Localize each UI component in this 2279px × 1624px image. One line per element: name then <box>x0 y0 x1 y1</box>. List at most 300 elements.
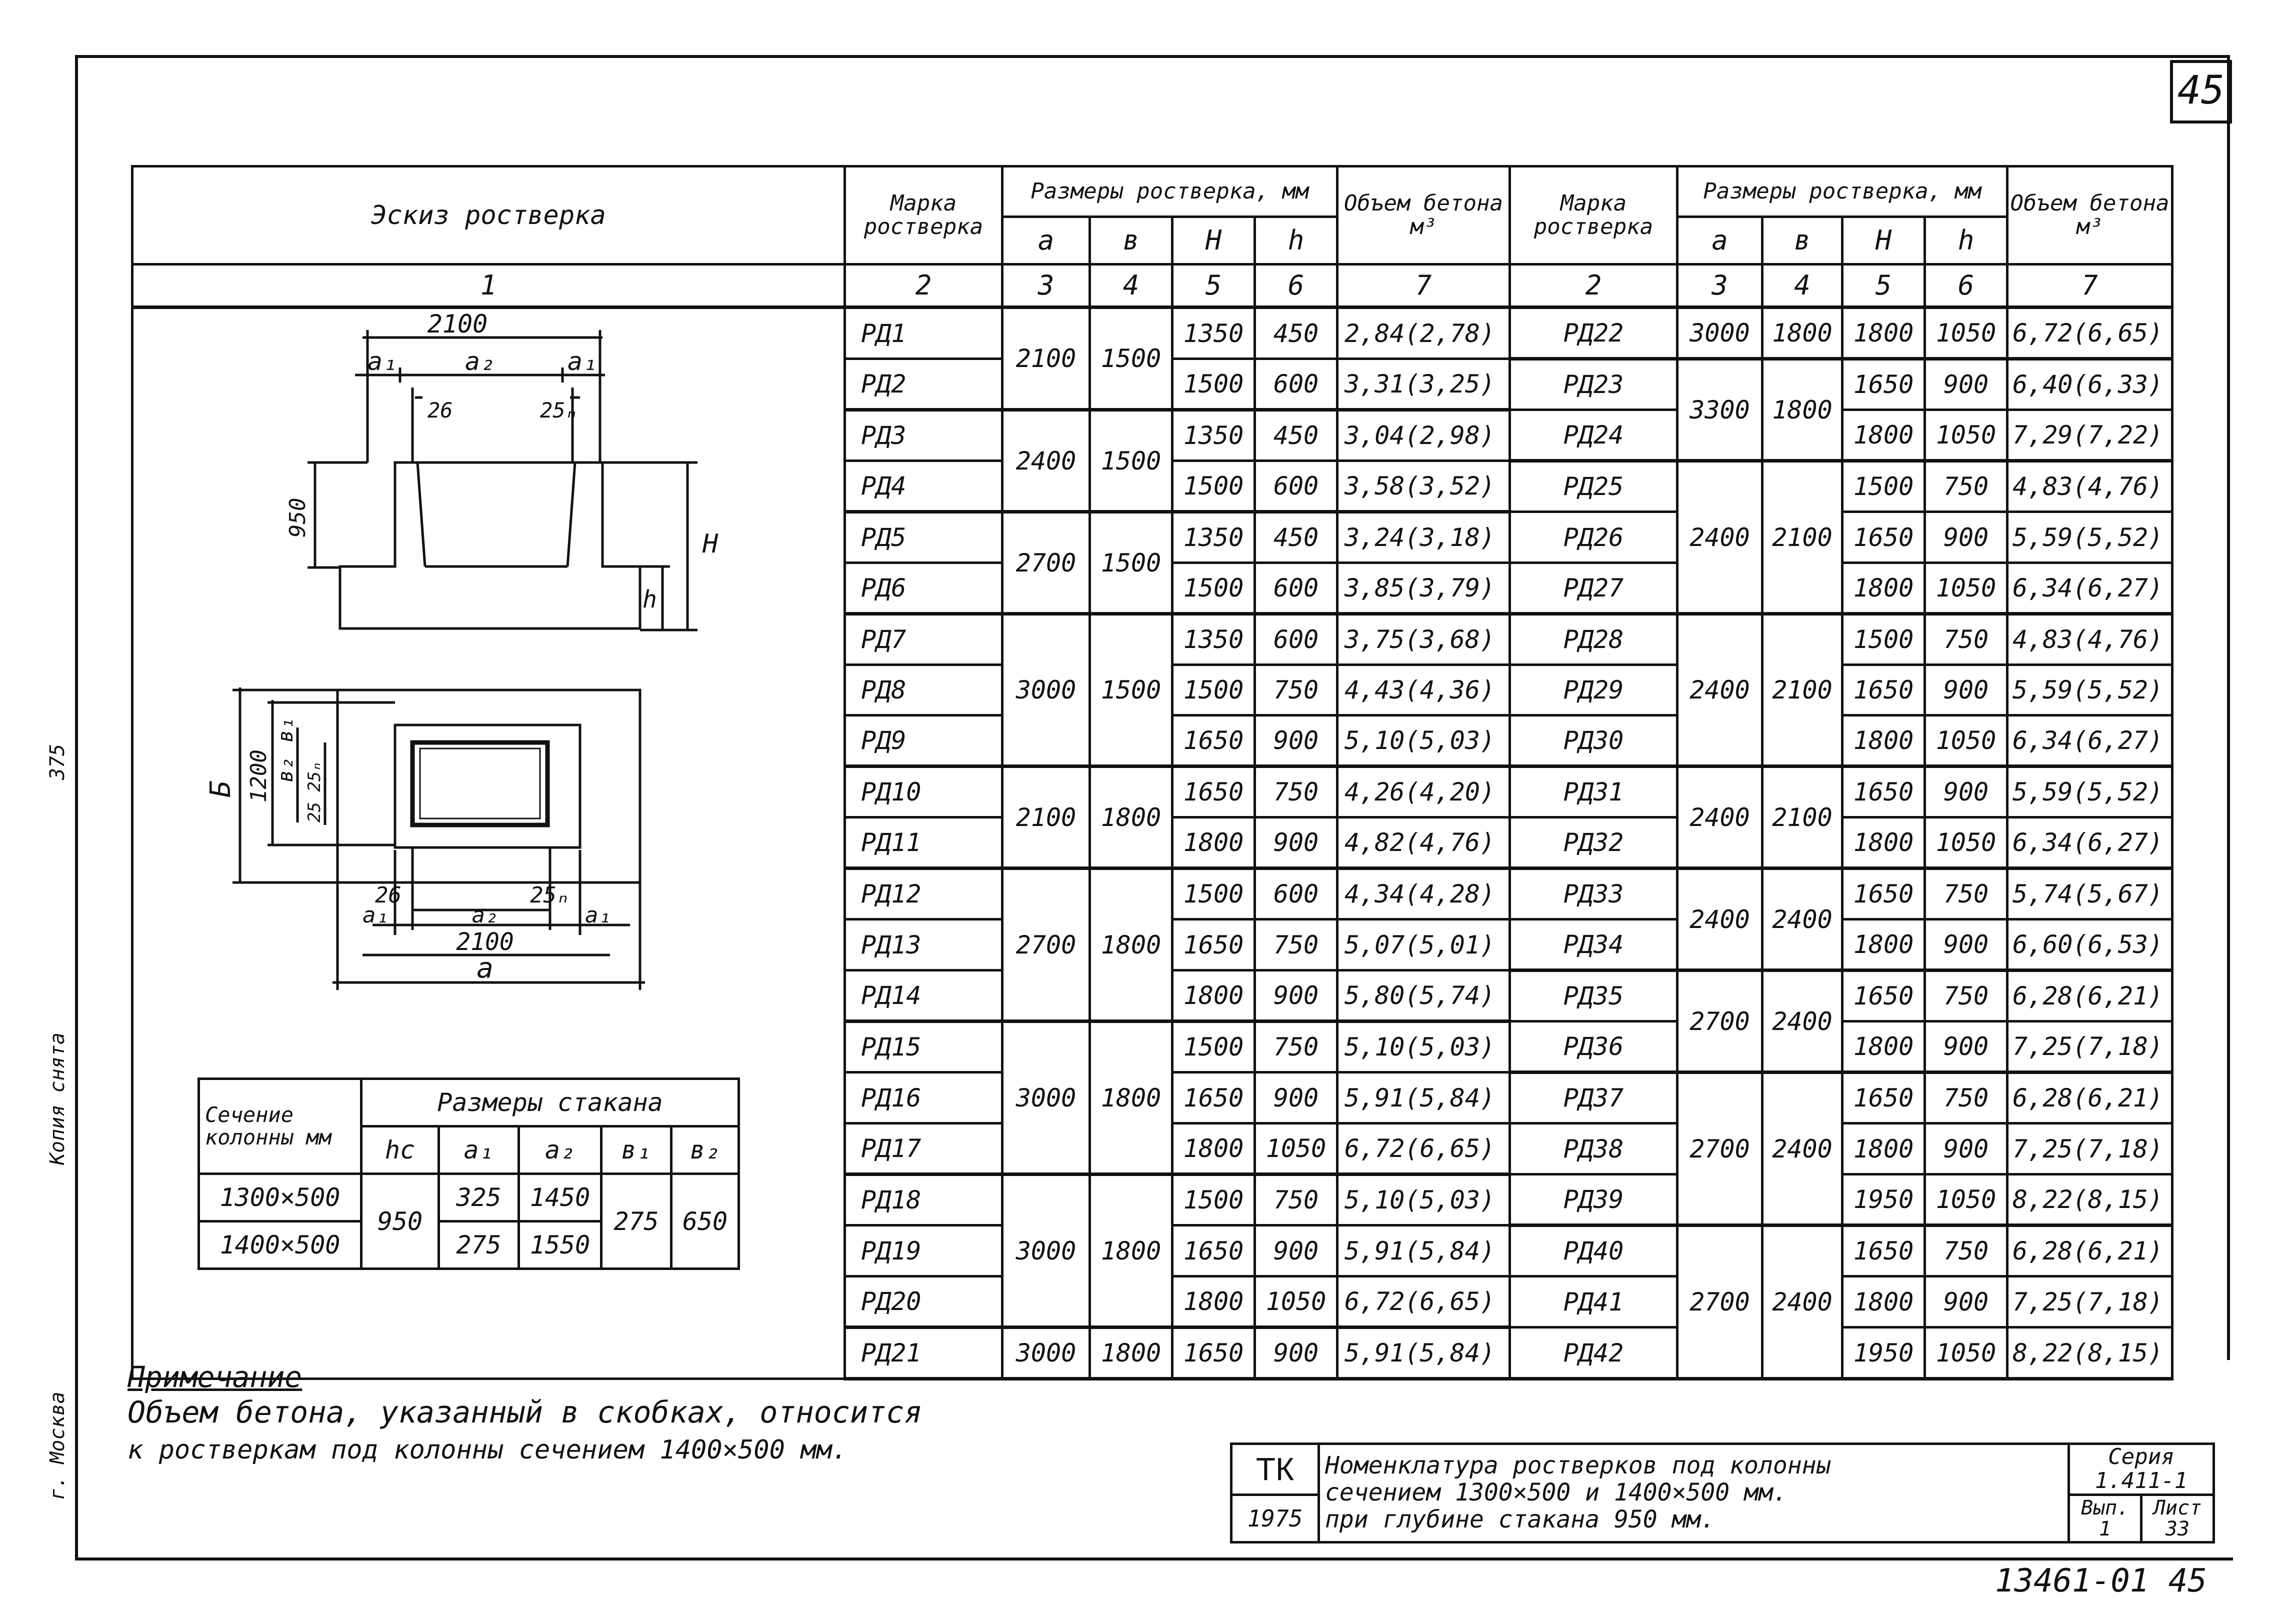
left-mark: РД7 <box>845 614 1002 665</box>
glass-row-2-a2: 1550 <box>519 1222 602 1269</box>
right-b: 1800 <box>1762 359 1842 461</box>
left-a: 3000 <box>1002 1174 1090 1328</box>
issue-cell <box>2069 1494 2142 1542</box>
dims2-header: Размеры ростверка, мм <box>1678 166 2008 217</box>
right-b: 2400 <box>1762 1226 1842 1379</box>
right-volume: 7,25(7,18) <box>2008 1276 2172 1328</box>
right-volume: 6,72(6,65) <box>2008 308 2172 359</box>
sheet-value: 33 <box>2165 1517 2190 1540</box>
right-mark: РД23 <box>1510 359 1678 410</box>
label-26: 26 <box>428 398 453 422</box>
left-mark: РД1 <box>845 308 1002 359</box>
left-b: 1800 <box>1090 766 1172 868</box>
left-h: 750 <box>1255 1022 1338 1072</box>
label-plan-2100: 2100 <box>456 928 514 956</box>
left-volume: 3,24(3,18) <box>1338 512 1510 563</box>
right-volume: 6,34(6,27) <box>2008 818 2172 868</box>
left-mark: РД10 <box>845 766 1002 818</box>
label-h: h <box>642 586 657 614</box>
label-25-25: 25 25ₙ <box>304 761 324 822</box>
volume-header: Объем бетона м³ <box>1338 166 1510 264</box>
side-mark-copy: Копия снята <box>46 1032 69 1165</box>
right-volume: 4,83(4,76) <box>2008 461 2172 512</box>
left-volume: 6,72(6,65) <box>1338 1276 1510 1328</box>
left-H: 1650 <box>1172 920 1255 970</box>
label-plan-26: 26 <box>375 882 402 908</box>
left-volume: 6,72(6,65) <box>1338 1124 1510 1174</box>
left-volume: 2,84(2,78) <box>1338 308 1510 359</box>
right-H: 1800 <box>1842 920 1925 970</box>
sub-a: a <box>1002 217 1090 264</box>
right-b: 2400 <box>1762 970 1842 1072</box>
label-1200: 1200 <box>246 750 272 802</box>
left-b: 1800 <box>1090 868 1172 1022</box>
left-h: 450 <box>1255 410 1338 461</box>
right-h: 750 <box>1925 614 2008 665</box>
series-label: Серия <box>2108 1444 2174 1470</box>
left-H: 1650 <box>1172 766 1255 818</box>
label-plan-a: a <box>476 952 494 984</box>
right-b: 2400 <box>1762 868 1842 970</box>
sub-b: в <box>1090 217 1172 264</box>
mark-header: Марка ростверка <box>845 166 1002 264</box>
left-h: 750 <box>1255 766 1338 818</box>
right-H: 1800 <box>1842 563 1925 614</box>
left-h: 900 <box>1255 1328 1338 1379</box>
left-h: 600 <box>1255 614 1338 665</box>
right-a: 2700 <box>1678 1226 1762 1379</box>
left-volume: 5,91(5,84) <box>1338 1328 1510 1379</box>
drawing-code: 13461-01 45 <box>1995 1562 2207 1600</box>
right-volume: 7,29(7,22) <box>2008 410 2172 461</box>
right-volume: 6,28(6,21) <box>2008 1072 2172 1124</box>
left-mark: РД12 <box>845 868 1002 920</box>
glass-a2-header: a₂ <box>519 1126 602 1174</box>
left-volume: 4,26(4,20) <box>1338 766 1510 818</box>
col-num-4b: 4 <box>1762 264 1842 308</box>
right-b: 2100 <box>1762 614 1842 766</box>
title-line-2: сечением 1300×500 и 1400×500 мм. <box>1325 1478 1788 1507</box>
right-a: 2400 <box>1678 614 1762 766</box>
left-b: 1500 <box>1090 410 1172 512</box>
left-mark: РД3 <box>845 410 1002 461</box>
right-b: 2100 <box>1762 766 1842 868</box>
left-mark: РД20 <box>845 1276 1002 1328</box>
right-a: 2400 <box>1678 766 1762 868</box>
right-mark: РД27 <box>1510 563 1678 614</box>
note-line-1: Объем бетона, указанный в скобках, относится <box>128 1395 922 1430</box>
left-volume: 3,31(3,25) <box>1338 359 1510 410</box>
left-H: 1500 <box>1172 1022 1255 1072</box>
right-mark: РД36 <box>1510 1022 1678 1072</box>
label-H: H <box>702 529 718 559</box>
label-B: Б <box>204 780 237 798</box>
glass-row-2-section: 1400×500 <box>199 1222 362 1269</box>
left-volume: 3,85(3,79) <box>1338 563 1510 614</box>
sub-H: H <box>1172 217 1255 264</box>
right-mark: РД22 <box>1510 308 1678 359</box>
right-h: 900 <box>1925 1276 2008 1328</box>
right-H: 1650 <box>1842 1226 1925 1276</box>
col-num-1: 1 <box>132 264 845 308</box>
left-h: 900 <box>1255 970 1338 1022</box>
left-H: 1500 <box>1172 665 1255 716</box>
right-h: 900 <box>1925 766 2008 818</box>
right-H: 1650 <box>1842 766 1925 818</box>
right-mark: РД26 <box>1510 512 1678 563</box>
left-h: 450 <box>1255 512 1338 563</box>
left-b: 1800 <box>1090 1022 1172 1174</box>
right-h: 750 <box>1925 461 2008 512</box>
col-num-5: 5 <box>1172 264 1255 308</box>
glass-row-2-a1: 275 <box>439 1222 519 1269</box>
sheet-label: Лист <box>2153 1496 2202 1520</box>
title-text <box>1319 1444 2069 1542</box>
sub-b2: в <box>1762 217 1842 264</box>
col-num-3: 3 <box>1002 264 1090 308</box>
right-volume: 4,83(4,76) <box>2008 614 2172 665</box>
sub-h2: h <box>1925 217 2008 264</box>
left-H: 1350 <box>1172 512 1255 563</box>
series-cell <box>2069 1444 2214 1495</box>
dims-header: Размеры ростверка, мм <box>1002 166 1338 217</box>
label-25n: 25ₙ <box>540 398 578 422</box>
left-a: 3000 <box>1002 1022 1090 1174</box>
right-volume: 6,34(6,27) <box>2008 716 2172 766</box>
right-b: 2100 <box>1762 461 1842 614</box>
col-num-4: 4 <box>1090 264 1172 308</box>
right-volume: 6,60(6,53) <box>2008 920 2172 970</box>
left-h: 600 <box>1255 461 1338 512</box>
right-h: 1050 <box>1925 410 2008 461</box>
plan-outer <box>338 690 640 882</box>
sheet-cell <box>2142 1494 2214 1542</box>
glass-right-wall <box>568 462 575 566</box>
left-h: 600 <box>1255 868 1338 920</box>
right-mark: РД28 <box>1510 614 1678 665</box>
right-H: 1650 <box>1842 1072 1925 1124</box>
left-H: 1350 <box>1172 308 1255 359</box>
label-plan-25: 25ₙ <box>530 882 570 908</box>
left-mark: РД14 <box>845 970 1002 1022</box>
left-H: 1350 <box>1172 614 1255 665</box>
right-volume: 8,22(8,15) <box>2008 1328 2172 1379</box>
frame-right-border <box>2227 55 2230 1360</box>
left-h: 600 <box>1255 563 1338 614</box>
right-mark: РД33 <box>1510 868 1678 920</box>
issue-label: Вып. <box>2080 1496 2130 1520</box>
left-mark: РД18 <box>845 1174 1002 1226</box>
col-num-7: 7 <box>1338 264 1510 308</box>
left-volume: 5,80(5,74) <box>1338 970 1510 1022</box>
left-mark: РД16 <box>845 1072 1002 1124</box>
right-a: 2400 <box>1678 868 1762 970</box>
left-H: 1650 <box>1172 1226 1255 1276</box>
left-mark: РД15 <box>845 1022 1002 1072</box>
left-h: 900 <box>1255 818 1338 868</box>
right-H: 1800 <box>1842 716 1925 766</box>
label-2100-top: 2100 <box>427 310 488 338</box>
left-h: 750 <box>1255 920 1338 970</box>
elevation-silhouette <box>340 462 640 628</box>
col-num-3b: 3 <box>1678 264 1762 308</box>
left-H: 1800 <box>1172 818 1255 868</box>
glass-b1-header: в₁ <box>602 1126 672 1174</box>
glass-hc-value: 950 <box>362 1174 439 1269</box>
plan-glass <box>412 742 548 825</box>
right-H: 1800 <box>1842 1022 1925 1072</box>
right-h: 750 <box>1925 868 2008 920</box>
glass-a1-header: a₁ <box>439 1126 519 1174</box>
left-a: 2100 <box>1002 308 1090 410</box>
right-mark: РД34 <box>1510 920 1678 970</box>
right-mark: РД25 <box>1510 461 1678 512</box>
right-mark: РД38 <box>1510 1124 1678 1174</box>
right-mark: РД42 <box>1510 1328 1678 1379</box>
left-mark: РД6 <box>845 563 1002 614</box>
label-b1: в₁ <box>273 717 298 742</box>
left-a: 2100 <box>1002 766 1090 868</box>
right-H: 1800 <box>1842 1124 1925 1174</box>
left-H: 1500 <box>1172 359 1255 410</box>
left-volume: 5,10(5,03) <box>1338 716 1510 766</box>
title-line-3: при глубине стакана 950 мм. <box>1325 1505 1716 1534</box>
series-value: 1.411-1 <box>2094 1468 2188 1494</box>
left-a: 2700 <box>1002 512 1090 614</box>
left-a: 3000 <box>1002 1328 1090 1379</box>
right-H: 1950 <box>1842 1328 1925 1379</box>
title-block <box>1230 1442 2215 1544</box>
right-a: 2400 <box>1678 461 1762 614</box>
col-num-6b: 6 <box>1925 264 2008 308</box>
label-plan-a1-right: a₁ <box>585 902 612 928</box>
label-plan-a2: a₂ <box>472 902 498 928</box>
right-H: 1650 <box>1842 665 1925 716</box>
left-a: 2400 <box>1002 410 1090 512</box>
right-mark: РД40 <box>1510 1226 1678 1276</box>
col-num-2: 2 <box>845 264 1002 308</box>
right-H: 1800 <box>1842 410 1925 461</box>
right-volume: 6,28(6,21) <box>2008 970 2172 1022</box>
right-mark: РД35 <box>1510 970 1678 1022</box>
left-volume: 3,04(2,98) <box>1338 410 1510 461</box>
left-H: 1500 <box>1172 461 1255 512</box>
left-h: 600 <box>1255 359 1338 410</box>
left-volume: 4,43(4,36) <box>1338 665 1510 716</box>
left-H: 1650 <box>1172 1328 1255 1379</box>
glass-b2-header: в₂ <box>672 1126 739 1174</box>
left-mark: РД8 <box>845 665 1002 716</box>
left-mark: РД19 <box>845 1226 1002 1276</box>
right-volume: 6,28(6,21) <box>2008 1226 2172 1276</box>
note-line-2: к ростверкам под колонны сечением 1400×500 мм. <box>128 1435 848 1465</box>
note-heading: Примечание <box>128 1360 302 1394</box>
issue-value: 1 <box>2098 1517 2112 1540</box>
glass-b1-value: 275 <box>602 1174 672 1269</box>
right-h: 900 <box>1925 1022 2008 1072</box>
right-volume: 7,25(7,18) <box>2008 1022 2172 1072</box>
right-H: 1650 <box>1842 868 1925 920</box>
glass-dims-header: Размеры стакана <box>362 1079 739 1126</box>
right-mark: РД31 <box>1510 766 1678 818</box>
right-mark: РД41 <box>1510 1276 1678 1328</box>
right-h: 1050 <box>1925 563 2008 614</box>
sketch-header: Эскиз ростверка <box>132 166 845 264</box>
left-H: 1800 <box>1172 1124 1255 1174</box>
right-H: 1950 <box>1842 1174 1925 1226</box>
side-mark-city: г. Москва <box>46 1392 69 1500</box>
left-h: 1050 <box>1255 1124 1338 1174</box>
left-H: 1500 <box>1172 1174 1255 1226</box>
right-h: 900 <box>1925 1124 2008 1174</box>
left-H: 1800 <box>1172 970 1255 1022</box>
left-H: 1650 <box>1172 716 1255 766</box>
right-a: 2700 <box>1678 1072 1762 1226</box>
right-h: 1050 <box>1925 818 2008 868</box>
left-mark: РД13 <box>845 920 1002 970</box>
left-h: 900 <box>1255 1072 1338 1124</box>
right-a: 3000 <box>1678 308 1762 359</box>
left-volume: 5,10(5,03) <box>1338 1022 1510 1072</box>
glass-dimensions-table <box>198 1078 740 1270</box>
left-h: 900 <box>1255 716 1338 766</box>
right-a: 2700 <box>1678 970 1762 1072</box>
left-mark: РД21 <box>845 1328 1002 1379</box>
left-H: 1650 <box>1172 1072 1255 1124</box>
glass-hc-header: hc <box>362 1126 439 1174</box>
title-org: ТК <box>1232 1444 1319 1495</box>
right-h: 750 <box>1925 1226 2008 1276</box>
label-a2: a₂ <box>464 347 496 376</box>
right-mark: РД37 <box>1510 1072 1678 1124</box>
right-h: 1050 <box>1925 1174 2008 1226</box>
left-volume: 5,91(5,84) <box>1338 1072 1510 1124</box>
left-volume: 3,58(3,52) <box>1338 461 1510 512</box>
right-mark: РД29 <box>1510 665 1678 716</box>
right-mark: РД24 <box>1510 410 1678 461</box>
sub-H2: H <box>1842 217 1925 264</box>
glass-row-1-a1: 325 <box>439 1174 519 1222</box>
right-H: 1500 <box>1842 461 1925 512</box>
right-h: 900 <box>1925 665 2008 716</box>
glass-section-header: Сечение колонны мм <box>199 1079 362 1174</box>
left-volume: 4,34(4,28) <box>1338 868 1510 920</box>
right-mark: РД39 <box>1510 1174 1678 1226</box>
left-volume: 4,82(4,76) <box>1338 818 1510 868</box>
right-h: 750 <box>1925 970 2008 1022</box>
volume2-header: Объем бетона м³ <box>2008 166 2172 264</box>
label-a1-right: a₁ <box>567 347 598 376</box>
col-num-5b: 5 <box>1842 264 1925 308</box>
left-mark: РД4 <box>845 461 1002 512</box>
left-h: 750 <box>1255 665 1338 716</box>
left-b: 1800 <box>1090 1174 1172 1328</box>
right-h: 900 <box>1925 920 2008 970</box>
mark2-header: Марка ростверка <box>1510 166 1678 264</box>
right-H: 1650 <box>1842 512 1925 563</box>
left-H: 1800 <box>1172 1276 1255 1328</box>
right-volume: 5,59(5,52) <box>2008 512 2172 563</box>
left-b: 1500 <box>1090 614 1172 766</box>
left-mark: РД9 <box>845 716 1002 766</box>
label-a1-left: a₁ <box>367 347 398 376</box>
right-h: 750 <box>1925 1072 2008 1124</box>
left-b: 1500 <box>1090 308 1172 410</box>
glass-b2-value: 650 <box>672 1174 739 1269</box>
left-volume: 5,91(5,84) <box>1338 1226 1510 1276</box>
right-volume: 5,59(5,52) <box>2008 665 2172 716</box>
title-line-1: Номенклатура ростверков под колонны <box>1325 1452 1831 1480</box>
sheet-number: 45 <box>2170 60 2232 124</box>
label-b2: в₂ <box>273 757 298 782</box>
left-H: 1350 <box>1172 410 1255 461</box>
right-volume: 5,59(5,52) <box>2008 766 2172 818</box>
glass-row-1-a2: 1450 <box>519 1174 602 1222</box>
left-h: 450 <box>1255 308 1338 359</box>
left-b: 1800 <box>1090 1328 1172 1379</box>
left-mark: РД11 <box>845 818 1002 868</box>
left-h: 1050 <box>1255 1276 1338 1328</box>
right-H: 1650 <box>1842 970 1925 1022</box>
right-h: 1050 <box>1925 308 2008 359</box>
col-num-2b: 2 <box>1510 264 1678 308</box>
col-num-6: 6 <box>1255 264 1338 308</box>
right-mark: РД32 <box>1510 818 1678 868</box>
right-b: 2400 <box>1762 1072 1842 1226</box>
left-volume: 5,07(5,01) <box>1338 920 1510 970</box>
col-num-7b: 7 <box>2008 264 2172 308</box>
title-year: 1975 <box>1232 1494 1319 1542</box>
right-volume: 5,74(5,67) <box>2008 868 2172 920</box>
grillage-sketch <box>135 302 832 1062</box>
left-a: 3000 <box>1002 614 1090 766</box>
label-plan-a1-left: a₁ <box>362 902 389 928</box>
right-mark: РД30 <box>1510 716 1678 766</box>
right-volume: 6,40(6,33) <box>2008 359 2172 410</box>
right-H: 1800 <box>1842 818 1925 868</box>
sub-a2: a <box>1678 217 1762 264</box>
left-H: 1500 <box>1172 563 1255 614</box>
right-H: 1650 <box>1842 359 1925 410</box>
left-mark: РД17 <box>845 1124 1002 1174</box>
left-mark: РД2 <box>845 359 1002 410</box>
side-mark-375: 375 <box>46 744 69 780</box>
right-h: 1050 <box>1925 716 2008 766</box>
right-H: 1800 <box>1842 308 1925 359</box>
right-volume: 6,34(6,27) <box>2008 563 2172 614</box>
right-H: 1800 <box>1842 1276 1925 1328</box>
left-mark: РД5 <box>845 512 1002 563</box>
right-b: 1800 <box>1762 308 1842 359</box>
right-volume: 7,25(7,18) <box>2008 1124 2172 1174</box>
right-h: 900 <box>1925 512 2008 563</box>
left-h: 900 <box>1255 1226 1338 1276</box>
left-H: 1500 <box>1172 868 1255 920</box>
glass-left-wall <box>418 462 425 566</box>
right-volume: 8,22(8,15) <box>2008 1174 2172 1226</box>
left-a: 2700 <box>1002 868 1090 1022</box>
left-volume: 3,75(3,68) <box>1338 614 1510 665</box>
right-H: 1500 <box>1842 614 1925 665</box>
right-a: 3300 <box>1678 359 1762 461</box>
right-h: 900 <box>1925 359 2008 410</box>
left-h: 750 <box>1255 1174 1338 1226</box>
left-volume: 5,10(5,03) <box>1338 1174 1510 1226</box>
right-h: 1050 <box>1925 1328 2008 1379</box>
label-950: 950 <box>285 498 310 538</box>
glass-row-1-section: 1300×500 <box>199 1174 362 1222</box>
sub-h: h <box>1255 217 1338 264</box>
